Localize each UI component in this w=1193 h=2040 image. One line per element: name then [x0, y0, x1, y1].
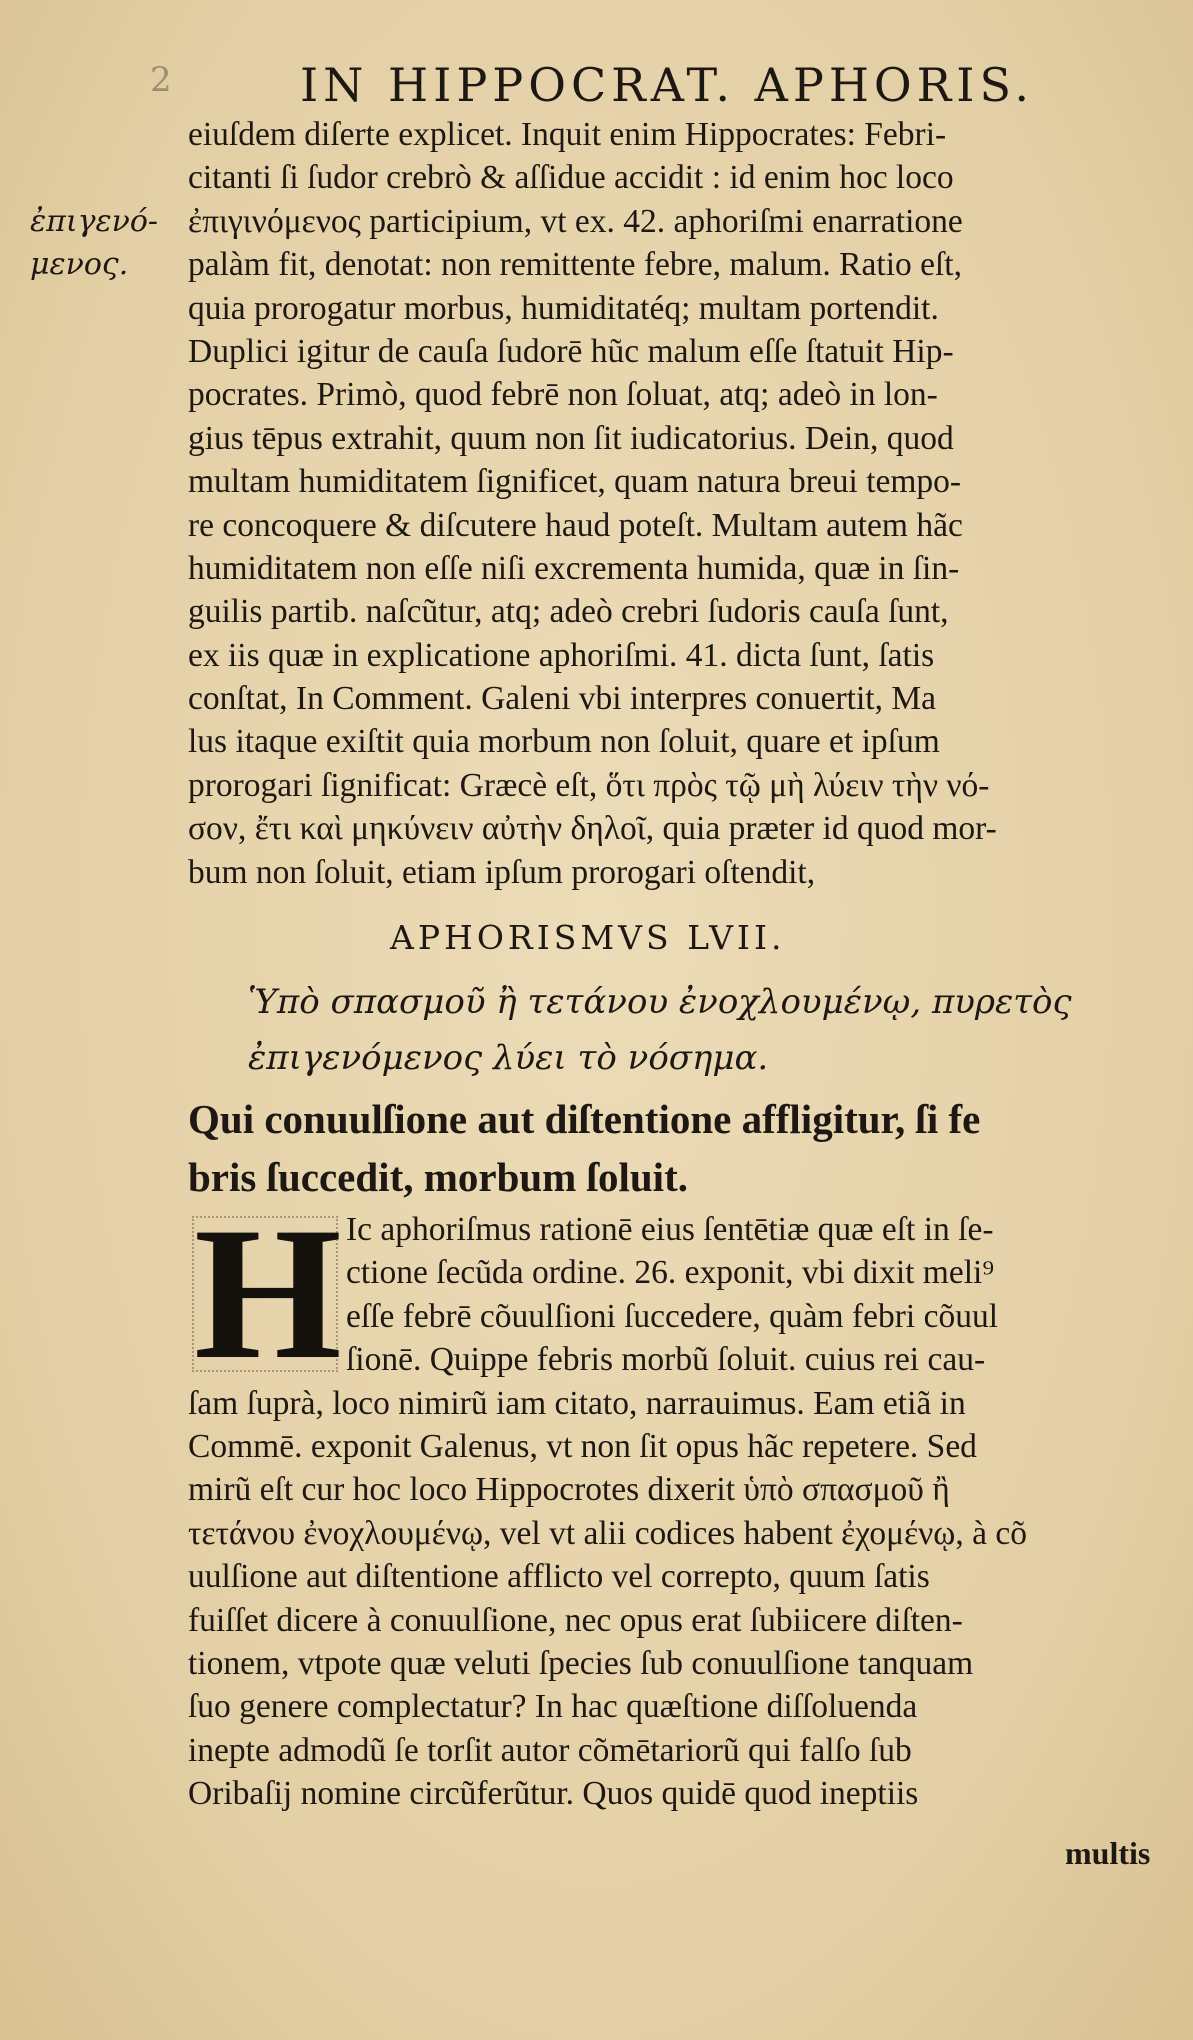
text-line: inepte admodũ ſe torſit autor cõmētariorũ qui falſo ſub: [188, 1731, 912, 1769]
text-line: ex iis quæ in explicatione aphoriſmi. 41. dicta ſunt, ſatis: [188, 636, 935, 674]
commentary-top: [188, 113, 1143, 894]
text-line: citanti ſi ſudor crebrò & aſſidue accidit : id enim hoc loco: [188, 159, 954, 197]
text-line: tionem, vtpote quæ veluti ſpecies ſub conuulſione tanquam: [188, 1644, 974, 1682]
text-line: prorogari ſignificat: Græcè eſt, ὅτι πρὸς τῷ μὴ λύειν τὴν νό-: [188, 766, 990, 804]
text-line: ſuo genere complectatur? In hac quæſtione diſſoluenda: [188, 1688, 918, 1726]
catchword: multis: [1065, 1835, 1151, 1871]
text-line: Duplici igitur de cauſa ſudorē hũc malum eſſe ſtatuit Hip-: [188, 332, 954, 370]
text-line: Ic aphoriſmus rationē eius ſentētiæ quæ eſt in ſe-: [346, 1211, 994, 1248]
greek-aphorism: [248, 974, 1148, 1086]
text-line: eſſe febrē cõuulſioni ſuccedere, quàm febri cõuul: [346, 1297, 999, 1335]
margin-note: [30, 200, 180, 287]
latin-line: Qui conuulſione aut diſtentione affligitur, ſi fe: [188, 1096, 981, 1142]
text-line: quia prorogatur morbus, humiditatéq; multam portendit.: [188, 289, 939, 327]
text-line: guilis partib. naſcũtur, atq; adeò crebri ſudoris cauſa ſunt,: [188, 593, 949, 631]
text-line: σον, ἔτι καὶ μηκύνειν αὐτὴν δηλοῖ, quia præter id quod mor-: [188, 810, 997, 848]
text-line: lus itaque exiſtit quia morbum non ſoluit, quare et ipſum: [188, 723, 940, 761]
latin-line: bris ſuccedit, morbum ſoluit.: [188, 1154, 688, 1200]
text-line: fuiſſet dicere à conuulſione, nec opus erat ſubiicere diſten-: [188, 1601, 963, 1639]
page-number: 2: [150, 60, 172, 100]
text-line: multam humiditatem ſignificet, quam natura breui tempo-: [188, 463, 962, 501]
text-line: ἐπιγινόμενος participium, vt ex. 42. aphoriſmi enarratione: [188, 202, 963, 240]
text-line: ſionē. Quippe febris morbũ ſoluit. cuius rei cau-: [346, 1341, 986, 1379]
text-line: τετάνου ἐνοχλουμένῳ, vel vt alii codices habent ἐχομένῳ, à cõ: [188, 1514, 1027, 1552]
aphorism-heading: APHORISMVS LVII.: [390, 918, 786, 957]
greek-line: Ὑπὸ σπασμοῦ ἢ τετάνου ἐνοχλουμένῳ, πυρετὸς: [248, 982, 1072, 1022]
text-line: Oribaſij nomine circũferũtur. Quos quidē quod ineptiis: [188, 1775, 919, 1813]
text-line: humiditatem non eſſe niſi excrementa humida, quæ in ſin-: [188, 549, 960, 587]
text-line: re concoquere & diſcutere haud poteſt. Multam autem hãc: [188, 506, 963, 544]
text-line: eiuſdem diſerte explicet. Inquit enim Hippocrates: Febri-: [188, 116, 947, 153]
text-line: bum non ſoluit, etiam ipſum prorogari oſtendit,: [188, 853, 816, 891]
text-line: conſtat, In Comment. Galeni vbi interpres conuertit, Ma: [188, 680, 936, 718]
running-title: IN HIPPOCRAT. APHORIS.: [300, 58, 1034, 112]
text-line: mirũ eſt cur hoc loco Hippocrotes dixerit ὑπὸ σπασμοῦ ἢ: [188, 1471, 950, 1509]
text-line: palàm fit, denotat: non remittente febre, malum. Ratio eſt,: [188, 246, 962, 284]
text-line: pocrates. Primò, quod febrē non ſoluat, atq; adeò in lon-: [188, 376, 938, 414]
greek-line: ἐπιγενόμενος λύει τὸ νόσημα.: [248, 1038, 769, 1078]
margin-note-line: ἐπιγενό-: [30, 204, 159, 239]
text-line: ſam ſuprà, loco nimirũ iam citato, narrauimus. Eam etiã in: [188, 1384, 966, 1422]
text-line: uulſione aut diſtentione afflicto vel correpto, quum ſatis: [188, 1558, 930, 1596]
drop-cap: H: [194, 1189, 342, 1399]
text-line: ctione ſecũda ordine. 26. exponit, vbi dixit meli⁹: [346, 1254, 995, 1292]
commentary-bottom: [188, 1189, 1143, 1815]
margin-note-line: μενος.: [30, 247, 129, 283]
text-line: Commē. exponit Galenus, vt non ſit opus hãc repetere. Sed: [188, 1427, 977, 1465]
text-line: gius tēpus extrahit, quum non ſit iudicatorius. Dein, quod: [188, 419, 954, 457]
